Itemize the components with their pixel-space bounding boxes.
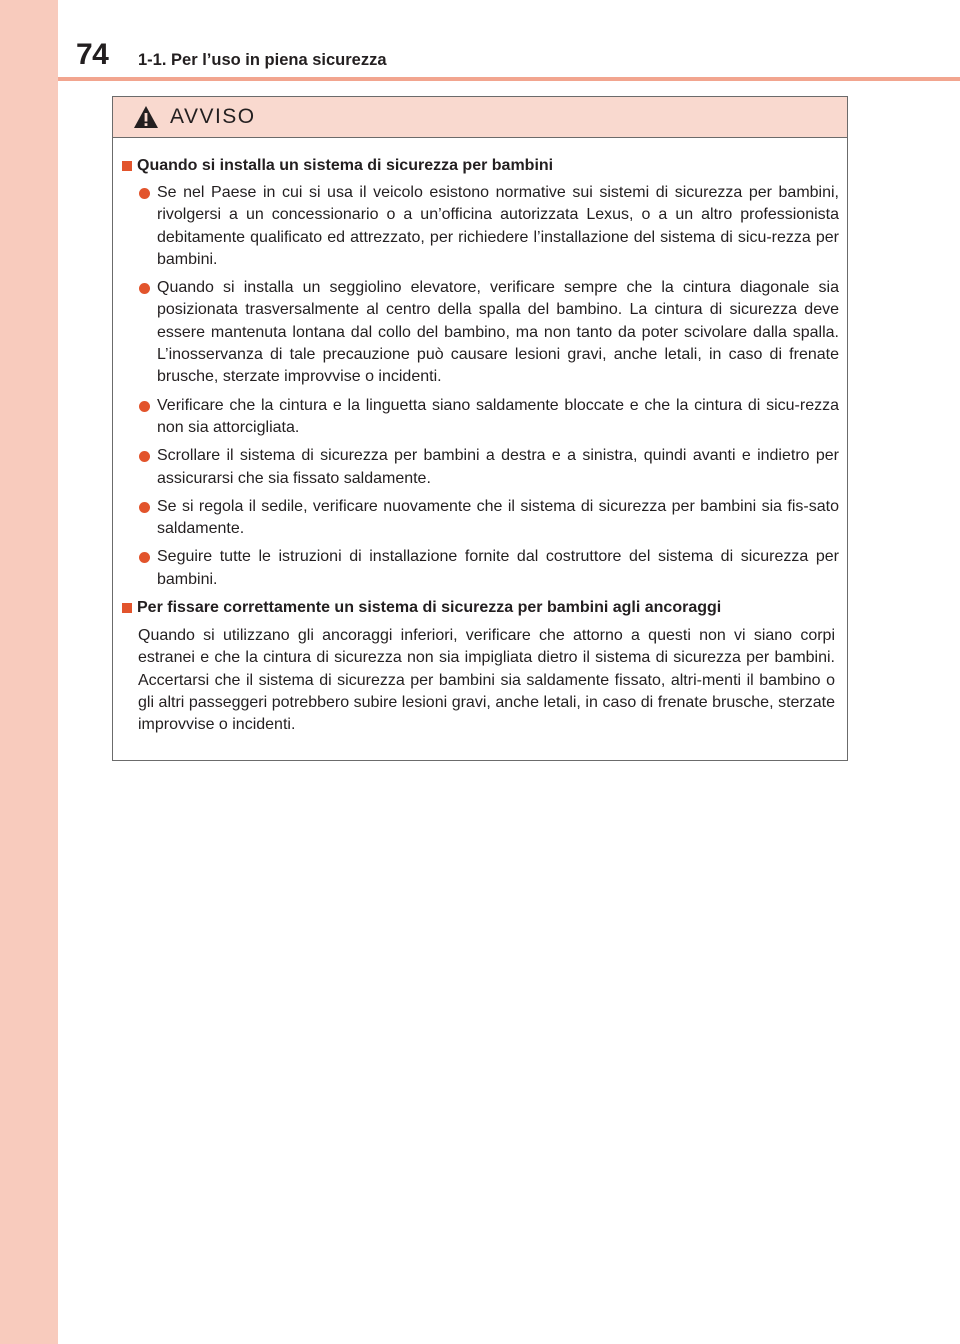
square-bullet-icon	[122, 603, 132, 613]
section-heading-text: Per fissare correttamente un sistema di sicurezza per bambini agli ancoraggi	[137, 599, 722, 617]
round-bullet-icon	[139, 283, 150, 294]
bullet-item	[113, 496, 847, 541]
page-number: 74	[76, 38, 109, 71]
warning-triangle-icon	[133, 105, 159, 129]
section-heading-text: Quando si installa un sistema di sicurezza per bambini	[137, 157, 554, 174]
section-heading	[113, 155, 847, 177]
warning-title: AVVISO	[170, 105, 256, 128]
bullet-item	[113, 395, 847, 440]
section-paragraph: Quando si utilizzano gli ancoraggi inferiori, verificare che attorno a questi non vi siano corpi estranei e che la cintura di sicurezza non sia impigliata dietro il sistema di sicurezza per bambini. Accertarsi che il sistema di sicurezza per bambini sia saldamente fissato, altri-menti il bambino o gli altri passeggeri potrebbero subire lesioni gravi, anche letali, in caso di frenate brusche, sterzate improvvise o incidenti.	[138, 627, 835, 734]
round-bullet-icon	[139, 552, 150, 563]
bullet-item	[113, 546, 847, 591]
bullet-item	[113, 277, 847, 388]
bullet-text: Se si regola il sedile, verificare nuovamente che il sistema di sicurezza per bambini sia fis-sato saldamente.	[157, 497, 839, 538]
warning-body	[113, 155, 847, 737]
header-rule	[58, 77, 960, 81]
bullet-text: Seguire tutte le istruzioni di installazione fornite dal costruttore del sistema di sicurezza per bambini.	[157, 548, 839, 588]
bullet-item	[113, 182, 847, 271]
round-bullet-icon	[139, 401, 150, 412]
round-bullet-icon	[139, 188, 150, 199]
round-bullet-icon	[139, 502, 150, 513]
side-band	[0, 0, 58, 1344]
round-bullet-icon	[139, 451, 150, 462]
section-title: 1-1. Per l’uso in piena sicurezza	[138, 51, 387, 69]
bullet-text: Se nel Paese in cui si usa il veicolo esistono normative sui sistemi di sicurezza per bambini, rivolgersi a un concessionario o a un’officina autorizzata Lexus, o a un altro professionista debitamente qualificato ed attrezzato, per richiedere l’installazione del sistema di sicu-rezza per bambini.	[157, 184, 839, 268]
page-header	[58, 0, 960, 82]
square-bullet-icon	[122, 161, 132, 171]
bullet-text: Verificare che la cintura e la linguetta siano saldamente bloccate e che la cintura di sicu-rezza non sia attorcigliata.	[157, 396, 839, 436]
bullet-item	[113, 445, 847, 490]
section-heading	[113, 597, 847, 619]
warning-box	[112, 96, 848, 761]
bullet-text: Scrollare il sistema di sicurezza per bambini a destra e a sinistra, quindi avanti e indietro per assicurarsi che sia fissato saldamente.	[157, 447, 839, 487]
warning-header	[113, 97, 847, 138]
bullet-text: Quando si installa un seggiolino elevatore, verificare sempre che la cintura diagonale sia posizionata trasversalmente al centro della spalla del bambino. La cintura di sicurezza deve essere mantenuta lontana dal collo del bambino, ma non tanto da poter scivolare dalla spalla. L’inosservanza di tale precauzione può causare lesioni gravi, anche letali, in caso di frenate brusche, sterzate improvvise o incidenti.	[157, 279, 839, 386]
